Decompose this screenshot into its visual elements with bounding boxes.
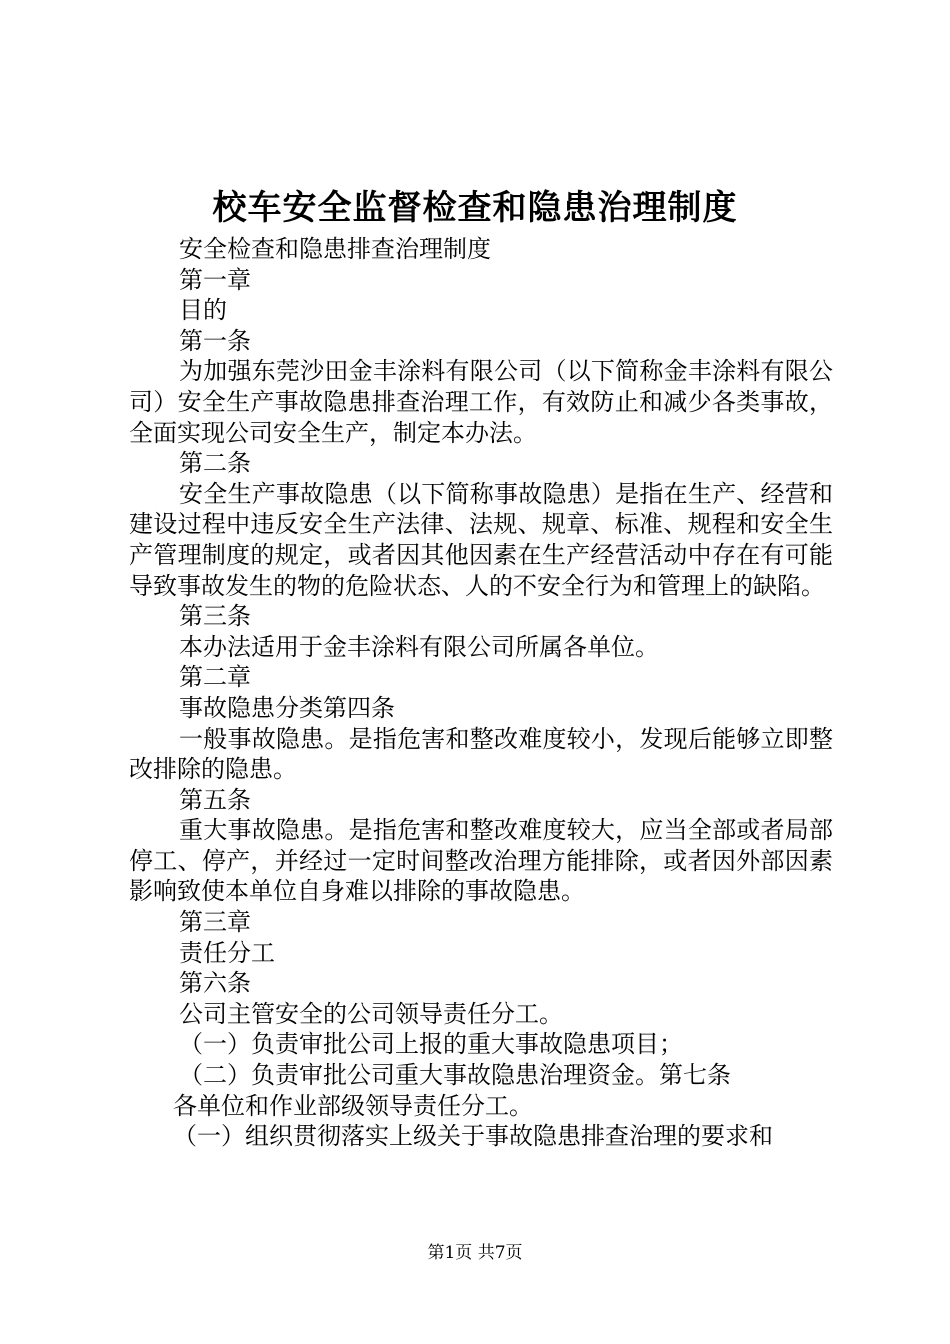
paragraph: 责任分工 — [179, 938, 275, 967]
paragraph: 第三章 — [179, 908, 251, 937]
paragraph: 安全生产事故隐患（以下简称事故隐患）是指在生产、经营和建设过程中违反安全生产法律、法规、规章、标准、规程和安全生产管理制度的规定，或者因其他因素在生产经营活动中存在有可能导致事故发生的物的危险状态、人的不安全行为和管理上的缺陷。 — [129, 479, 833, 600]
page-number-footer: 第1页 共7页 — [427, 1243, 523, 1263]
paragraph: 目的 — [179, 296, 227, 325]
paragraph: 事故隐患分类第四条 — [179, 693, 395, 722]
paragraph: 一般事故隐患。是指危害和整改难度较小，发现后能够立即整改排除的隐患。 — [129, 724, 833, 784]
paragraph: 各单位和作业部级领导责任分工。 — [173, 1091, 533, 1120]
document-title: 校车安全监督检查和隐患治理制度 — [212, 188, 738, 228]
paragraph: 公司主管安全的公司领导责任分工。 — [179, 999, 563, 1028]
paragraph: 为加强东莞沙田金丰涂料有限公司（以下简称金丰涂料有限公司）安全生产事故隐患排查治理工作，有效防止和减少各类事故，全面实现公司安全生产，制定本办法。 — [129, 357, 833, 447]
paragraph: 安全检查和隐患排查治理制度 — [179, 235, 491, 263]
paragraph: （二）负责审批公司重大事故隐患治理资金。第七条 — [179, 1061, 731, 1090]
paragraph: 第一条 — [179, 326, 251, 355]
document-body — [129, 234, 833, 1152]
paragraph: 第六条 — [179, 969, 251, 998]
paragraph: （一）组织贯彻落实上级关于事故隐患排查治理的要求和 — [173, 1122, 773, 1151]
paragraph: 重大事故隐患。是指危害和整改难度较大，应当全部或者局部停工、停产，并经过一定时间整改治理方能排除，或者因外部因素影响致使本单位自身难以排除的事故隐患。 — [129, 816, 833, 906]
paragraph: 第一章 — [179, 265, 251, 294]
paragraph: 第二条 — [179, 449, 251, 478]
paragraph: 第二章 — [179, 663, 251, 692]
paragraph: （一）负责审批公司上报的重大事故隐患项目； — [179, 1030, 683, 1059]
paragraph: 第五条 — [179, 785, 251, 814]
paragraph: 第三条 — [179, 602, 251, 631]
paragraph: 本办法适用于金丰涂料有限公司所属各单位。 — [179, 632, 659, 661]
